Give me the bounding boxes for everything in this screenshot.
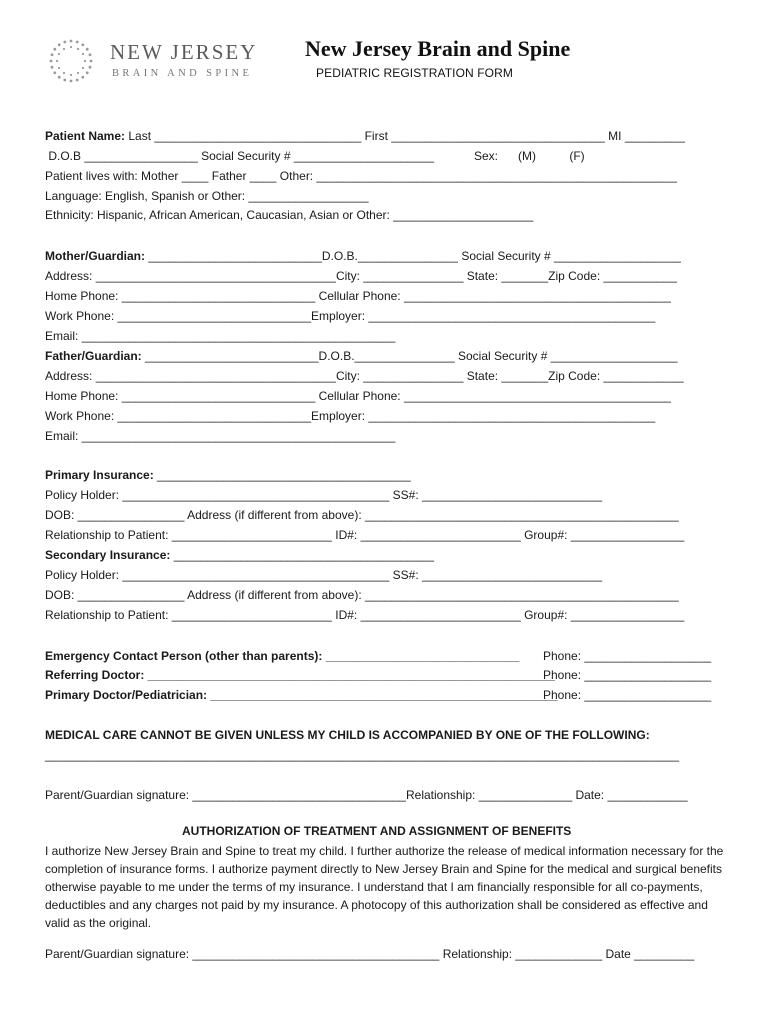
secondary-dob-row[interactable]: DOB: ________________ Address (if different from above): _______________________________________________ bbox=[45, 588, 679, 602]
secondary-insurance-field[interactable]: _______________________________________ bbox=[170, 548, 435, 562]
patient-language-row[interactable]: Language: English, Spanish or Other: __________________ bbox=[45, 189, 369, 203]
patient-name-fields[interactable]: Last _______________________________ First ________________________________ MI _________ bbox=[125, 129, 685, 143]
medical-care-notice: MEDICAL CARE CANNOT BE GIVEN UNLESS MY CHILD IS ACCOMPANIED BY ONE OF THE FOLLOWING: bbox=[45, 728, 650, 742]
father-work-phone-row[interactable]: Work Phone: _____________________________Employer: ___________________________________________ bbox=[45, 409, 656, 423]
patient-dob-row[interactable]: D.O.B _________________ Social Security # _____________________ Sex: (M) (F) bbox=[45, 149, 585, 163]
mother-email-row[interactable]: Email: _______________________________________________ bbox=[45, 329, 396, 343]
father-guardian-label: Father/Guardian: bbox=[45, 349, 142, 363]
primary-doctor-phone-field[interactable]: Phone: ___________________ bbox=[543, 688, 712, 702]
referring-phone-field[interactable]: Phone: ___________________ bbox=[543, 668, 712, 682]
primary-insurance-row[interactable] bbox=[45, 467, 411, 483]
father-name-row[interactable] bbox=[45, 348, 678, 364]
emergency-phone-field[interactable]: Phone: ___________________ bbox=[543, 649, 712, 663]
secondary-insurance-row[interactable] bbox=[45, 547, 434, 563]
emergency-contact-row[interactable]: Emergency Contact Person (other than parents): _____________________________ bbox=[45, 649, 520, 663]
patient-ethnicity-row[interactable]: Ethnicity: Hispanic, African American, Caucasian, Asian or Other: _____________________ bbox=[45, 208, 534, 222]
father-email-row[interactable]: Email: _______________________________________________ bbox=[45, 429, 396, 443]
father-name-fields[interactable]: __________________________D.O.B._______________ Social Security # ___________________ bbox=[141, 349, 678, 363]
authorization-heading: AUTHORIZATION OF TREATMENT AND ASSIGNMENT OF BENEFITS bbox=[182, 824, 572, 838]
mother-address-row[interactable]: Address: ____________________________________City: _______________ State: _______Zip Code: ___________ bbox=[45, 269, 677, 283]
mother-home-phone-row[interactable]: Home Phone: _____________________________ Cellular Phone: ________________________________________ bbox=[45, 289, 671, 303]
organization-title: New Jersey Brain and Spine bbox=[305, 36, 571, 61]
patient-name-row[interactable] bbox=[45, 128, 685, 144]
father-home-phone-row[interactable]: Home Phone: _____________________________ Cellular Phone: ________________________________________ bbox=[45, 389, 671, 403]
patient-name-label: Patient Name: bbox=[45, 129, 126, 143]
mother-name-fields[interactable]: __________________________D.O.B._______________ Social Security # ___________________ bbox=[145, 249, 681, 263]
secondary-relationship-row[interactable]: Relationship to Patient: ________________________ ID#: ________________________ Group#: _________________ bbox=[45, 608, 685, 622]
primary-insurance-label: Primary Insurance: bbox=[45, 468, 154, 482]
care-signature-row[interactable]: Parent/Guardian signature: ________________________________Relationship: ______________ Date: ____________ bbox=[45, 788, 688, 802]
mother-work-phone-row[interactable]: Work Phone: _____________________________Employer: ___________________________________________ bbox=[45, 309, 656, 323]
mother-name-row[interactable] bbox=[45, 248, 681, 264]
secondary-insurance-label: Secondary Insurance: bbox=[45, 548, 171, 562]
logo bbox=[48, 38, 258, 88]
primary-insurance-field[interactable]: ______________________________________ bbox=[153, 468, 411, 482]
logo-subtitle: BRAIN AND SPINE bbox=[112, 68, 253, 79]
accompanying-person-field[interactable]: _______________________________________________________________________________________________ bbox=[45, 748, 680, 762]
mother-guardian-label: Mother/Guardian: bbox=[45, 249, 146, 263]
primary-dob-row[interactable]: DOB: ________________ Address (if different from above): _______________________________________________ bbox=[45, 508, 679, 522]
authorization-signature-row[interactable]: Parent/Guardian signature: _____________________________________ Relationship: _____________ Date _________ bbox=[45, 947, 695, 961]
secondary-policy-holder-row[interactable]: Policy Holder: ________________________________________ SS#: ___________________________ bbox=[45, 568, 603, 582]
father-address-row[interactable]: Address: ____________________________________City: _______________ State: _______Zip Code: ____________ bbox=[45, 369, 684, 383]
logo-name: NEW JERSEY bbox=[110, 40, 258, 64]
logo-dotted-ring-icon bbox=[48, 38, 94, 84]
patient-lives-with-row[interactable]: Patient lives with: Mother ____ Father ____ Other: ______________________________________________________ bbox=[45, 169, 677, 183]
authorization-text: I authorize New Jersey Brain and Spine to treat my child. I further authorize the release of medical information necessary for the completion of insurance forms. I authorize payment directly to New Jersey Brain and Spine for the medical and surgical benefits otherwise payable to me under the terms of my insurance. I understand that I am financially responsible for all co-payments, deductibles and any charges not paid by my insurance. A photocopy of this authorization shall be considered as effective and valid as the original. bbox=[45, 844, 724, 930]
referring-doctor-row[interactable]: Referring Doctor: _____________________________________________________________ bbox=[45, 668, 555, 682]
primary-policy-holder-row[interactable]: Policy Holder: ________________________________________ SS#: ___________________________ bbox=[45, 488, 603, 502]
primary-doctor-row[interactable]: Primary Doctor/Pediatrician: ____________________________________________________ bbox=[45, 688, 558, 702]
primary-relationship-row[interactable]: Relationship to Patient: ________________________ ID#: ________________________ Group#: _________________ bbox=[45, 528, 685, 542]
form-title: PEDIATRIC REGISTRATION FORM bbox=[316, 66, 513, 80]
